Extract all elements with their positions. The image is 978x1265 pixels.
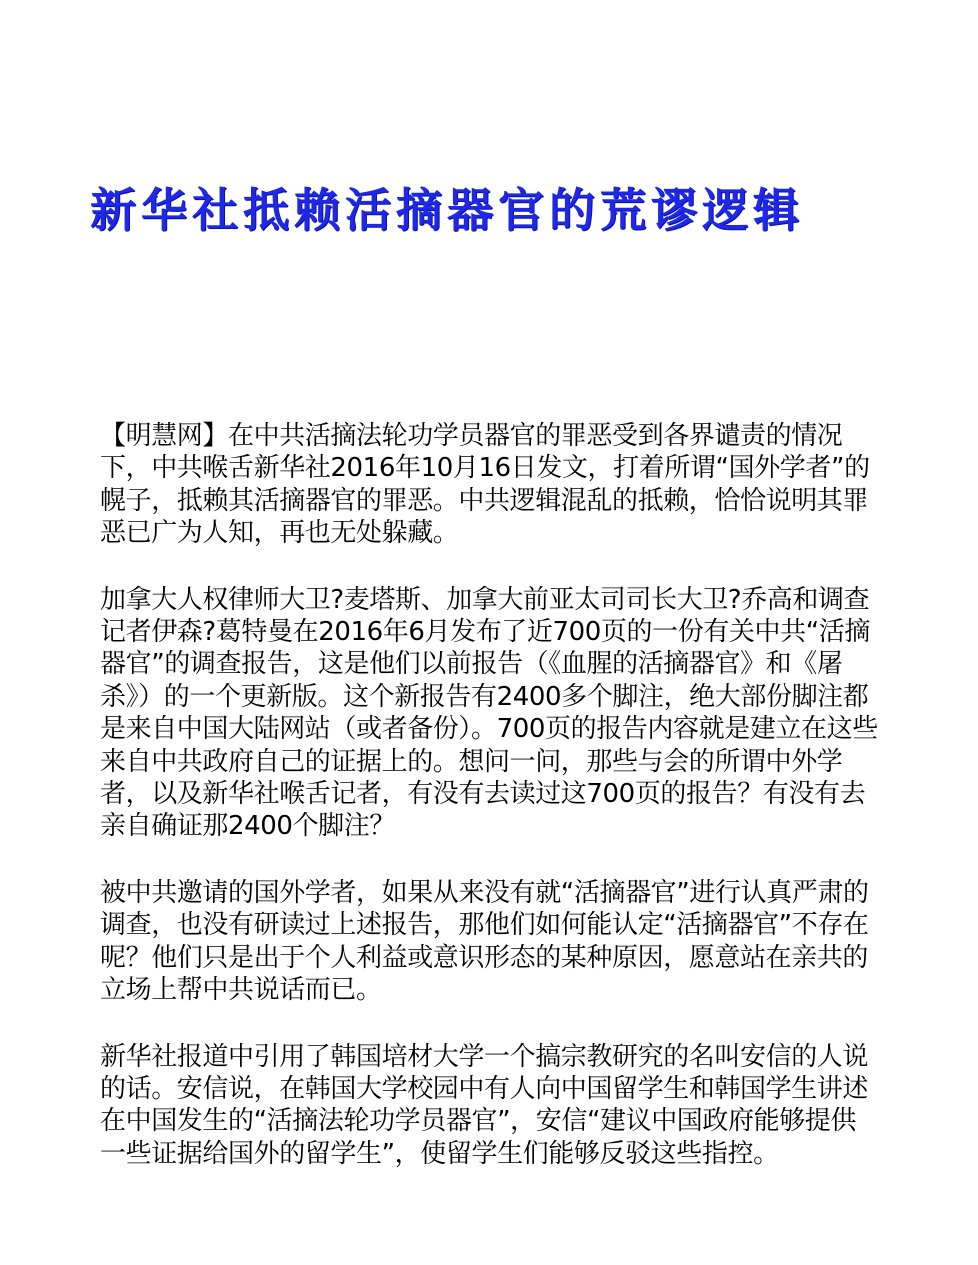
- paragraph-scholars: 被中共邀请的国外学者，如果从来没有就“活摘器官”进行认真严肃的调查，也没有研读过上述报告，那他们如何能认定“活摘器官”不存在呢？他们只是出于个人利益或意识形态的某种原因，愿意站在亲共的立场上帮中共说话而已。: [100, 877, 869, 1006]
- article-body: [100, 420, 880, 1204]
- paragraph-xinhua-quote: 新华社报道中引用了韩国培材大学一个搞宗教研究的名叫安信的人说的话。安信说，在韩国大学校园中有人向中国留学生和韩国学生讲述在中国发生的“活摘法轮功学员器官”，安信“建议中国政府能够提供一些证据给国外的留学生”，使留学生们能够反驳这些指控。: [100, 1041, 869, 1169]
- paragraph-report: 加拿大人权律师大卫?麦塔斯、加拿大前亚太司司长大卫?乔高和调查记者伊森?葛特曼在2016年6月发布了近700页的一份有关中共“活摘器官”的调查报告，这是他们以前报告（《血腥的活摘器官》和《屠杀》）的一个更新版。这个新报告有2400多个脚注，绝大部份脚注都是来自中国大陆网站（或者备份）。700页的报告内容就是建立在这些来自中共政府自己的证据上的。想问一问，那些与会的所谓中外学者，以及新华社喉舌记者，有没有去读过这700页的报告？有没有去亲自确证那2400个脚注？: [100, 584, 878, 842]
- article-title: 新华社抵赖活摘器官的荒谬逻辑: [90, 183, 804, 237]
- paragraph-intro: 【明慧网】在中共活摘法轮功学员器官的罪恶受到各界谴责的情况下，中共喉舌新华社2016年10月16日发文，打着所谓“国外学者”的幌子，抵赖其活摘器官的罪恶。中共逻辑混乱的抵赖，恰恰说明其罪恶已广为人知，再也无处躲藏。: [100, 421, 870, 549]
